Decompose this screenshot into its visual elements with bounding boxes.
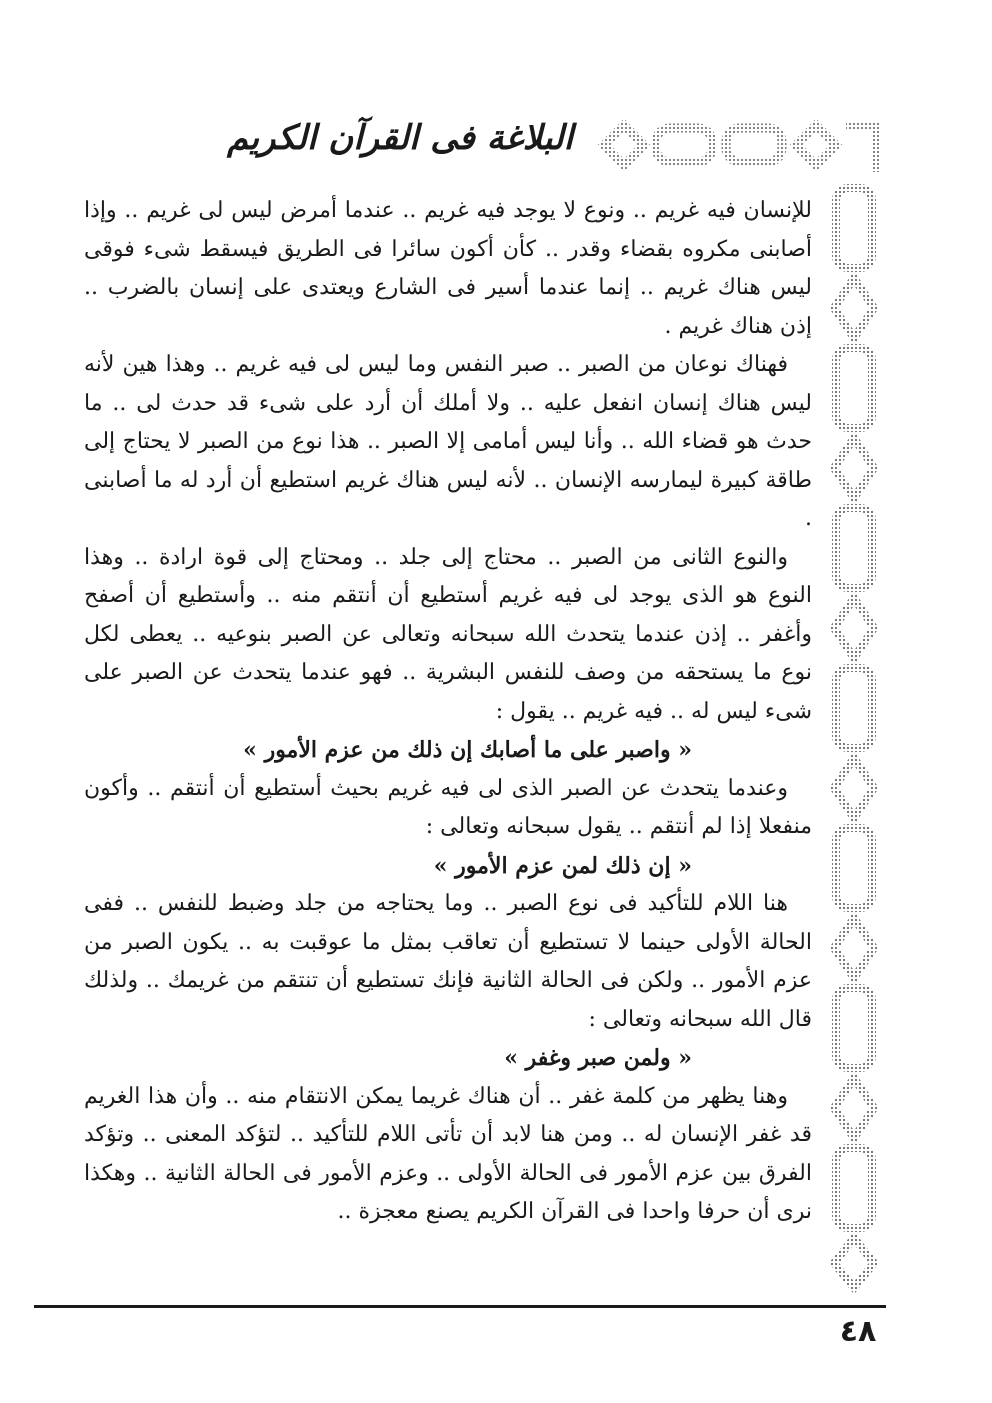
paragraph: هنا اللام للتأكيد فى نوع الصبر .. وما يحتاجه من جلد وضبط للنفس .. ففى الحالة الأولى حينما لا تستطيع أن تعاقب بمثل ما عوقبت به .. يكون الصبر من عزم الأمور .. ولكن فى الحالة الثانية فإنك تستطيع أن تنتقم من غريمك .. ولذلك قال الله سبحانه وتعالى : xyxy=(84,891,812,1032)
side-ornament-border xyxy=(826,118,888,1296)
paragraph: للإنسان فيه غريم .. ونوع لا يوجد فيه غريم .. عندما أمرض ليس لى غريم .. وإذا أصابنى مكروه بقضاء وقدر .. كأن أكون سائرا فى الطريق فيسقط شىء فوقى ليس هناك غريم .. إنما عندما أسير فى الشارع ويعتدى على إنسان بالضرب .. إذن هناك غريم . xyxy=(84,198,812,339)
paragraph: وعندما يتحدث عن الصبر الذى لى فيه غريم بحيث أستطيع أن أنتقم .. وأكون منفعلا إذا لم أنتقم .. يقول سبحانه وتعالى : xyxy=(84,775,812,839)
body-text xyxy=(84,192,812,1232)
page-header-title: البلاغة فى القرآن الكريم xyxy=(226,118,574,158)
quran-verse-quote: « واصبر على ما أصابك إن ذلك من عزم الأمور » xyxy=(243,737,692,763)
paragraph: فهناك نوعان من الصبر .. صبر النفس وما ليس لى فيه غريم .. وهذا هين لأنه ليس هناك إنسان انفعل عليه .. ولا أملك أن أرد على شىء قد حدث لى .. ما حدث هو قضاء الله .. وأنا ليس أمامى إلا الصبر .. هذا نوع من الصبر لا يحتاج إلى طاقة كبيرة ليمارسه الإنسان .. لأنه ليس هناك غريم استطيع أن أرد له ما أصابنى . xyxy=(84,352,812,531)
quran-verse-quote: « ولمن صبر وغفر » xyxy=(504,1045,692,1071)
page-number: ٤٨ xyxy=(839,1314,877,1349)
footer-divider xyxy=(34,1305,886,1308)
paragraph: والنوع الثانى من الصبر .. محتاج إلى جلد .. ومحتاج إلى قوة ارادة .. وهذا النوع هو الذى يوجد لى فيه غريم أستطيع أن أنتقم منه .. وأستطيع أن أصفح وأغفر .. إذن عندما يتحدث الله سبحانه وتعالى عن الصبر بنوعيه .. يعطى لكل نوع ما يستحقه من وصف للنفس البشرية .. فهو عندما يتحدث عن الصبر على شىء ليس له .. فيه غريم .. يقول : xyxy=(84,544,812,724)
paragraph: وهنا يظهر من كلمة غفر .. أن هناك غريما يمكن الانتقام منه .. وأن هذا الغريم قد غفر الإنسان له .. ومن هنا لابد أن تأتى اللام للتأكيد .. لتؤكد المعنى .. وتؤكد الفرق بين عزم الأمور فى الحالة الأولى .. وعزم الأمور فى الحالة الثانية .. وهكذا نرى أن حرفا واحدا فى القرآن الكريم يصنع معجزة .. xyxy=(84,1083,812,1224)
quran-verse-quote: « إن ذلك لمن عزم الأمور » xyxy=(433,852,692,879)
